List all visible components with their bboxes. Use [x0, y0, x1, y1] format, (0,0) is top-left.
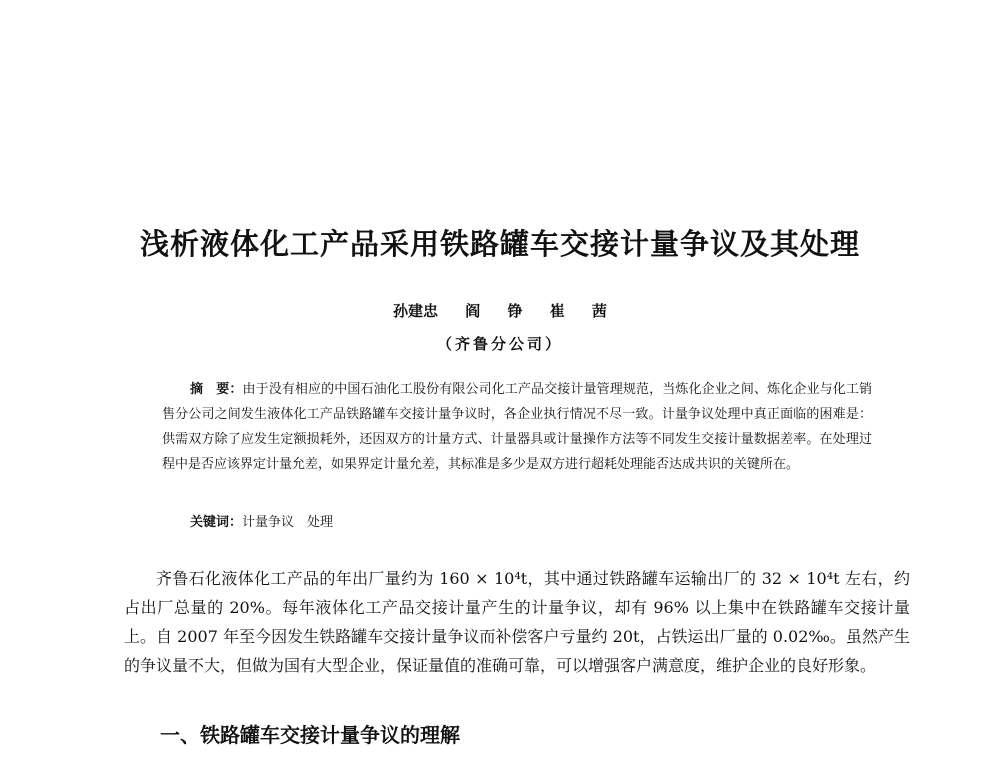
paper-title: 浅析液体化工产品采用铁路罐车交接计量争议及其处理	[139, 227, 860, 261]
abstract-text: 由于没有相应的中国石油化工股份有限公司化工产品交接计量管理规范，当炼化企业之间、炼化企业与化工销售分公司之间发生液体化工产品铁路罐车交接计量争议时，各企业执行情况不尽一致。计量争议处理中真正面临的困难是：供需双方除了应发生定额损耗外，还因双方的计量方式、计量器具或计量操作方法等不同发生交接计量数据差率。在处理过程中是否应该界定计量允差，如果界定计量允差，其标准是多少是双方进行超耗处理能否达成共识的关键所在。	[162, 382, 872, 472]
affiliation: （齐鲁分公司）	[436, 335, 563, 353]
body-paragraph: 齐鲁石化液体化工产品的年出厂量约为 160 × 10⁴t，其中通过铁路罐车运输出厂的 32 × 10⁴t 左右，约占出厂总量的 20%。每年液体化工产品交接计量产生的计量争议，却有 96% 以上集中在铁路罐车交接计量上。自 2007 年至今因发生铁路罐车交接计量争议而补偿客户亏量约 20t，占铁运出厂量的 0.02‰。虽然产生的争议量不大，但做为国有大型企业，保证量值的准确可靠，可以增强客户满意度，维护企业的良好形象。	[124, 569, 910, 675]
author-list: 孙建忠 阎 铮 崔 茜	[393, 302, 607, 320]
keywords	[190, 512, 790, 534]
abstract	[162, 377, 872, 477]
keywords-text: 计量争议 处理	[242, 515, 334, 530]
keywords-label: 关键词：	[190, 515, 243, 530]
abstract-label: 摘 要：	[190, 382, 243, 397]
section-heading: 一、铁路罐车交接计量争议的理解	[160, 723, 460, 747]
